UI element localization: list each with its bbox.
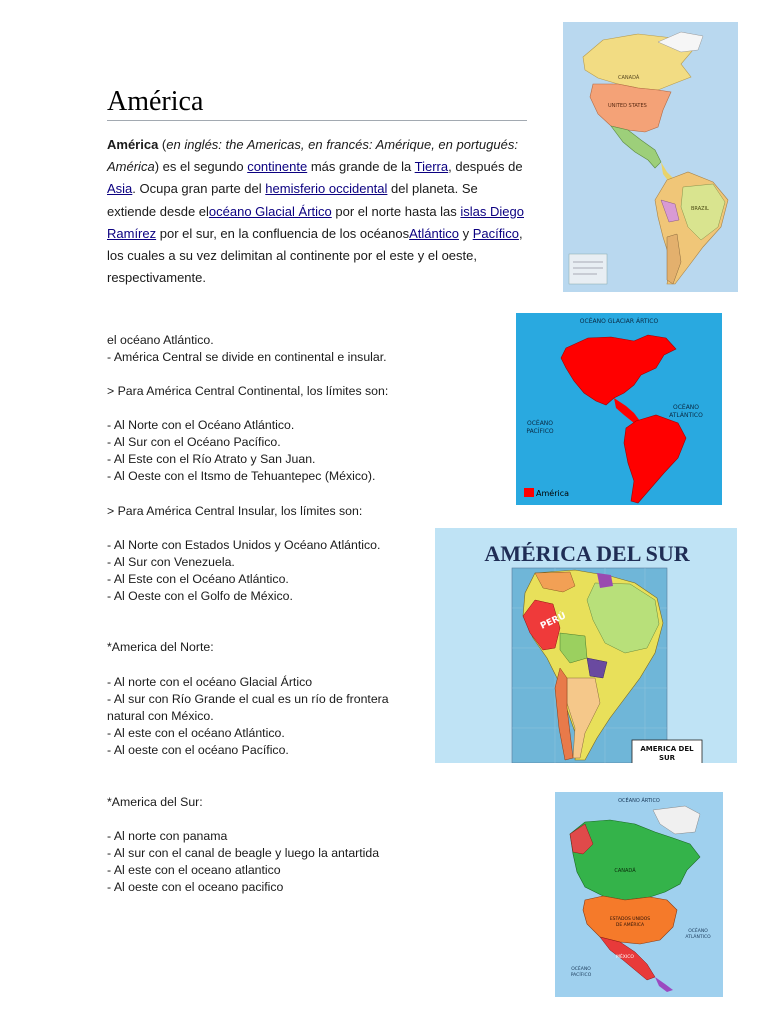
section-heading-sur: *America del Sur:	[107, 795, 203, 809]
map2-label-atlantico-2: ATLÁNTICO	[669, 412, 703, 419]
intro-text: del planeta. Se extiende desde el	[107, 181, 478, 219]
body-line: > Para América Central Continental, los límites son:	[107, 384, 389, 398]
america-red-map	[516, 313, 722, 505]
intro-text: por el sur, en la confluencia de los océanos	[156, 225, 410, 241]
south-america-map	[435, 528, 737, 763]
intro-bold-term: América	[107, 137, 159, 152]
map3-label-peru: PERÚ	[539, 611, 568, 632]
map3-box-label-1: AMERICA DEL	[640, 745, 694, 753]
link-pacifico[interactable]: Pacífico	[472, 225, 519, 241]
link-oceano-glacial-artico[interactable]: océano Glacial Ártico	[208, 203, 332, 219]
body-line: - Al sur con Río Grande el cual es un río de frontera	[107, 692, 389, 706]
intro-text: más grande de la	[307, 159, 415, 175]
body-line: - Al oeste con el océano Pacífico.	[107, 743, 289, 757]
map2-label-pacifico-1: OCÉANO	[526, 420, 554, 427]
map4-label-pacifico-2: PACÍFICO	[570, 973, 592, 978]
map4-label-atlantico-2: ATLÁNTICO	[685, 935, 711, 940]
body-line: - Al sur con el canal de beagle y luego la antartida	[107, 846, 380, 860]
map4-label-atlantico-1: OCÉANO	[688, 929, 708, 934]
north-america-map-image	[555, 792, 723, 997]
map2-label-pacifico-2: PACÍFICO	[526, 428, 554, 435]
map4-label-usa-2: DE AMÉRICA	[615, 923, 645, 928]
body-line: - Al este con el océano Atlántico.	[107, 726, 285, 740]
map1-label-usa: UNITED STATES	[608, 103, 647, 109]
intro-text: . Ocupa gran parte del	[132, 181, 266, 197]
map4-label-artico: OCÉANO ÁRTICO	[618, 798, 660, 804]
body-line: - Al norte con el océano Glacial Ártico	[107, 675, 313, 689]
body-line: - Al Oeste con el Itsmo de Tehuantepec (México).	[107, 469, 376, 483]
body-line: - Al oeste con el oceano pacifico	[107, 880, 284, 894]
body-line: - Al norte con panama	[107, 829, 228, 843]
intro-text: ) es el segundo	[154, 159, 248, 175]
body-line: - Al Este con el Océano Atlántico.	[107, 572, 289, 586]
map1-label-canada: CANADÁ	[618, 75, 640, 81]
map3-box-label-2: SUR	[658, 754, 676, 762]
map4-label-mexico: MÉXICO	[616, 955, 634, 960]
body-line: el océano Atlántico.	[107, 333, 214, 347]
body-line: natural con México.	[107, 709, 214, 723]
americas-political-map	[563, 22, 738, 292]
south-america-map-image	[435, 528, 737, 763]
body-line: - Al Sur con el Océano Pacífico.	[107, 435, 281, 449]
body-line: - Al este con el oceano atlantico	[107, 863, 281, 877]
north-america-map	[555, 792, 723, 997]
intro-text: , los cuales a su vez delimitan al continente por el este y el oeste, respectivamente.	[107, 225, 523, 286]
map2-label-atlantico-1: OCÉANO	[672, 404, 700, 411]
map2-label-glaciar: OCÉANO GLACIAR ÁRTICO	[579, 318, 659, 325]
body-line: - Al Sur con Venezuela.	[107, 555, 235, 569]
intro-text: , después de	[448, 159, 523, 175]
body-line: > Para América Central Insular, los límites son:	[107, 504, 363, 518]
body-line: - América Central se divide en continental e insular.	[107, 350, 387, 364]
section-heading-norte: *America del Norte:	[107, 640, 214, 654]
body-line: - Al Oeste con el Golfo de México.	[107, 589, 293, 603]
americas-political-map-image	[563, 22, 738, 292]
intro-text: y	[458, 225, 473, 241]
map2-legend-label: América	[536, 489, 569, 498]
map1-label-brazil: BRAZIL	[691, 206, 709, 212]
map2-legend-swatch	[524, 488, 534, 497]
intro-paragraph	[107, 134, 527, 289]
link-islas-diego-ramirez[interactable]: islas Diego Ramírez	[107, 203, 524, 241]
intro-text: por el norte hasta las	[331, 203, 461, 219]
body-line: - Al Este con el Río Atrato y San Juan.	[107, 452, 316, 466]
link-hemisferio-occidental[interactable]: hemisferio occidental	[265, 181, 388, 197]
page-title: América	[107, 86, 527, 121]
link-continente[interactable]: continente	[247, 159, 308, 175]
link-atlantico[interactable]: Atlántico	[409, 225, 459, 241]
map4-label-usa-1: ESTADOS UNIDOS	[609, 917, 651, 922]
map3-title: AMÉRICA DEL SUR	[484, 541, 690, 566]
america-red-map-image	[516, 313, 722, 505]
body-line: - Al Norte con el Océano Atlántico.	[107, 418, 295, 432]
intro-text: (	[158, 137, 167, 152]
link-asia[interactable]: Asia	[107, 181, 133, 197]
intro-italic-translations: en inglés: the Americas, en francés: Amérique, en portugués: América	[107, 137, 518, 175]
link-tierra[interactable]: Tierra	[414, 159, 449, 175]
map4-label-canada: CANADÁ	[614, 868, 636, 874]
map4-label-pacifico-1: OCÉANO	[571, 967, 591, 972]
body-line: - Al Norte con Estados Unidos y Océano Atlántico.	[107, 538, 381, 552]
